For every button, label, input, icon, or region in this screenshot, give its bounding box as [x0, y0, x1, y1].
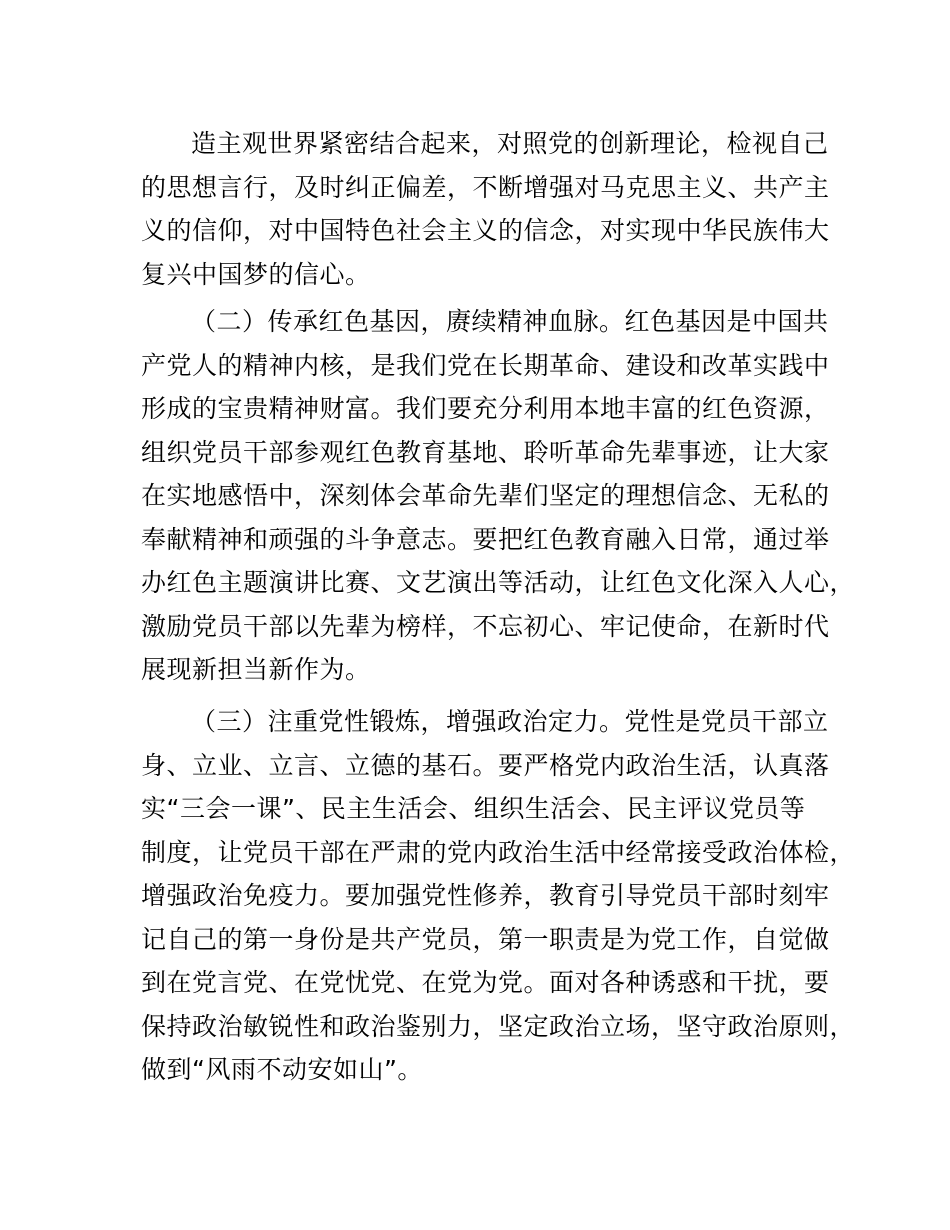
- section-heading-line: （三）注重党性锻炼，增强政治定力。党性是党员干部立: [191, 707, 829, 736]
- text-line: 记自己的第一身份是共产党员，第一职责是为党工作，自觉做: [141, 924, 830, 954]
- text-line: 办红色主题演讲比赛、文艺演出等活动，让红色文化深入人心，: [141, 568, 856, 597]
- paragraph-1: [141, 122, 841, 296]
- text-line: 组织党员干部参观红色教育基地、聆听革命先辈事迹，让大家: [141, 437, 830, 467]
- section-heading-line: （二）传承红色基因，赓续精神血脉。红色基因是中国共: [191, 307, 829, 336]
- text-line: 展现新担当新作为。: [141, 655, 371, 684]
- text-line: 保持政治敏锐性和政治鉴别力，坚定政治立场，坚守政治原则，: [141, 1011, 856, 1041]
- text-line: 的思想言行，及时纠正偏差，不断增强对马克思主义、共产主: [141, 172, 830, 202]
- text-line: 制度，让党员干部在严肃的党内政治生活中经常接受政治体检，: [141, 837, 856, 867]
- text-line: 义的信仰，对中国特色社会主义的信念，对实现中华民族伟大: [141, 216, 830, 245]
- text-line: 到在党言党、在党忧党、在党为党。面对各种诱惑和干扰，要: [141, 968, 830, 997]
- text-line: 奉献精神和顽强的斗争意志。要把红色教育融入日常，通过举: [141, 524, 830, 554]
- text-line: 实“三会一课”、民主生活会、组织生活会、民主评议党员等: [141, 794, 806, 823]
- paragraph-3: [141, 700, 856, 1092]
- text-line: 做到“风雨不动安如山”。: [141, 1055, 423, 1084]
- paragraph-2: [141, 300, 856, 692]
- text-line: 产党人的精神内核，是我们党在长期革命、建设和改革实践中: [141, 350, 830, 380]
- text-line: 造主观世界紧密结合起来，对照党的创新理论，检视自己: [191, 129, 829, 158]
- text-line: 形成的宝贵精神财富。我们要充分利用本地丰富的红色资源，: [141, 394, 830, 423]
- text-line: 激励党员干部以先辈为榜样，不忘初心、牢记使命，在新时代: [141, 611, 830, 641]
- text-line: 身、立业、立言、立德的基石。要严格党内政治生活，认真落: [141, 750, 830, 780]
- text-line: 在实地感悟中，深刻体会革命先辈们坚定的理想信念、无私的: [141, 481, 830, 510]
- text-line: 复兴中国梦的信心。: [141, 259, 371, 289]
- text-line: 增强政治免疫力。要加强党性修养，教育引导党员干部时刻牢: [141, 881, 830, 910]
